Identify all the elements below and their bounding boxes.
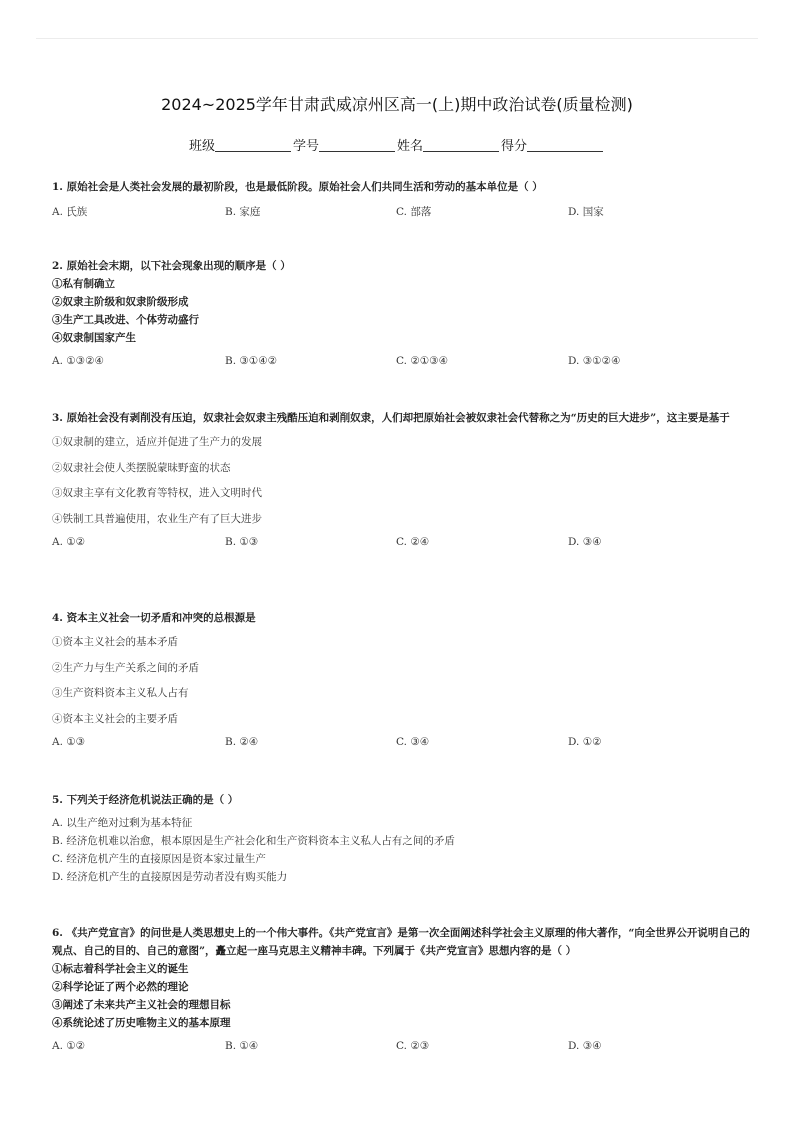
option-d[interactable]: D. 国家	[568, 206, 604, 218]
question-1	[52, 178, 752, 222]
question-stem: 4. 资本主义社会一切矛盾和冲突的总根源是	[52, 612, 256, 624]
options-row	[52, 204, 752, 222]
question-5	[52, 791, 752, 886]
statement: ①标志着科学社会主义的诞生	[52, 963, 189, 975]
question-stem: 3. 原始社会没有剥削没有压迫，奴隶社会奴隶主残酷压迫和剥削奴隶，人们却把原始社会被奴隶社会代替称之为“历史的巨大进步”，这主要是基于	[52, 412, 730, 424]
options-row	[52, 1040, 752, 1058]
question-stem: 2. 原始社会末期，以下社会现象出现的顺序是（ ）	[52, 260, 291, 272]
statement: ②生产力与生产关系之间的矛盾	[52, 661, 199, 674]
score-blank[interactable]	[527, 151, 603, 152]
option-a[interactable]: A. ①②	[52, 536, 86, 548]
statement: ④系统论述了历史唯物主义的基本原理	[52, 1017, 231, 1029]
option-c[interactable]: C. ②③	[396, 1040, 430, 1052]
header-divider	[36, 38, 758, 39]
question-stem: 5. 下列关于经济危机说法正确的是（ ）	[52, 794, 239, 806]
student-info-line	[0, 135, 794, 154]
options-row	[52, 355, 752, 373]
option-c[interactable]: C. ②①③④	[396, 355, 448, 367]
option-a[interactable]: A. ①③	[52, 736, 86, 748]
statement: ③生产资料资本主义私人占有	[52, 687, 189, 699]
option-c[interactable]: C. ③④	[396, 736, 430, 748]
statement: ③奴隶主享有文化教育等特权，进入文明时代	[52, 487, 262, 499]
option-d[interactable]: D. 经济危机产生的直接原因是劳动者没有购买能力	[52, 871, 288, 883]
option-b[interactable]: B. 经济危机难以治愈，根本原因是生产社会化和生产资料资本主义私人占有之间的矛盾	[52, 835, 455, 847]
info-field-score: 得分	[501, 135, 605, 154]
option-d[interactable]: D. ①②	[568, 736, 602, 748]
statement: ①私有制确立	[52, 278, 115, 290]
page-title: 2024~2025学年甘肃武威凉州区高一(上)期中政治试卷(质量检测)	[161, 95, 633, 114]
options-row	[52, 536, 752, 554]
statement: ③阐述了未来共产主义社会的理想目标	[52, 999, 231, 1011]
option-b[interactable]: B. ①④	[225, 1040, 259, 1052]
option-b[interactable]: B. 家庭	[225, 206, 261, 218]
option-a[interactable]: A. ①②	[52, 1040, 86, 1052]
question-stem: 1. 原始社会是人类社会发展的最初阶段，也是最低阶段。原始社会人们共同生活和劳动的基本单位是（ ）	[52, 181, 543, 193]
option-c[interactable]: C. 部落	[396, 206, 432, 218]
statement: ①奴隶制的建立，适应并促进了生产力的发展	[52, 436, 262, 448]
statement: ②奴隶社会使人类摆脱蒙昧野蛮的状态	[52, 461, 231, 474]
question-2	[52, 257, 752, 373]
question-6	[52, 924, 752, 1058]
info-field-number: 学号	[293, 135, 397, 154]
option-a[interactable]: A. 以生产绝对过剩为基本特征	[52, 817, 193, 829]
option-b[interactable]: B. ③①④②	[225, 355, 278, 367]
number-blank[interactable]	[319, 151, 395, 152]
statement: ③生产工具改进、个体劳动盛行	[52, 314, 199, 326]
option-c[interactable]: C. ②④	[396, 536, 430, 548]
info-field-class: 班级	[189, 135, 293, 154]
class-blank[interactable]	[215, 151, 291, 152]
option-d[interactable]: D. ③①②④	[568, 355, 621, 367]
question-4	[52, 609, 752, 754]
statement: ①资本主义社会的基本矛盾	[52, 636, 178, 648]
info-field-name: 姓名	[397, 135, 501, 154]
option-a[interactable]: A. 氏族	[52, 206, 88, 218]
statement: ②科学论证了两个必然的理论	[52, 981, 189, 993]
question-stem: 6. 《共产党宣言》的问世是人类思想史上的一个伟大事件。《共产党宣言》是第一次全面阐述科学社会主义原理的伟大著作，“向全世界公开说明自己的观点、自己的目的、自己的意图”，矗立起一座马克思主义精神丰碑。下列属于《共产党宣言》思想内容的是（ ）	[52, 927, 750, 957]
statement: ④铁制工具普遍使用，农业生产有了巨大进步	[52, 512, 262, 525]
option-d[interactable]: D. ③④	[568, 536, 602, 548]
option-c[interactable]: C. 经济危机产生的直接原因是资本家过量生产	[52, 853, 266, 865]
option-a[interactable]: A. ①③②④	[52, 355, 104, 367]
statement: ④资本主义社会的主要矛盾	[52, 712, 178, 725]
option-b[interactable]: B. ②④	[225, 736, 259, 748]
question-3	[52, 409, 752, 554]
options-row	[52, 736, 752, 754]
option-d[interactable]: D. ③④	[568, 1040, 602, 1052]
statement: ②奴隶主阶级和奴隶阶级形成	[52, 296, 189, 308]
name-blank[interactable]	[423, 151, 499, 152]
statement: ④奴隶制国家产生	[52, 332, 136, 344]
option-b[interactable]: B. ①③	[225, 536, 259, 548]
